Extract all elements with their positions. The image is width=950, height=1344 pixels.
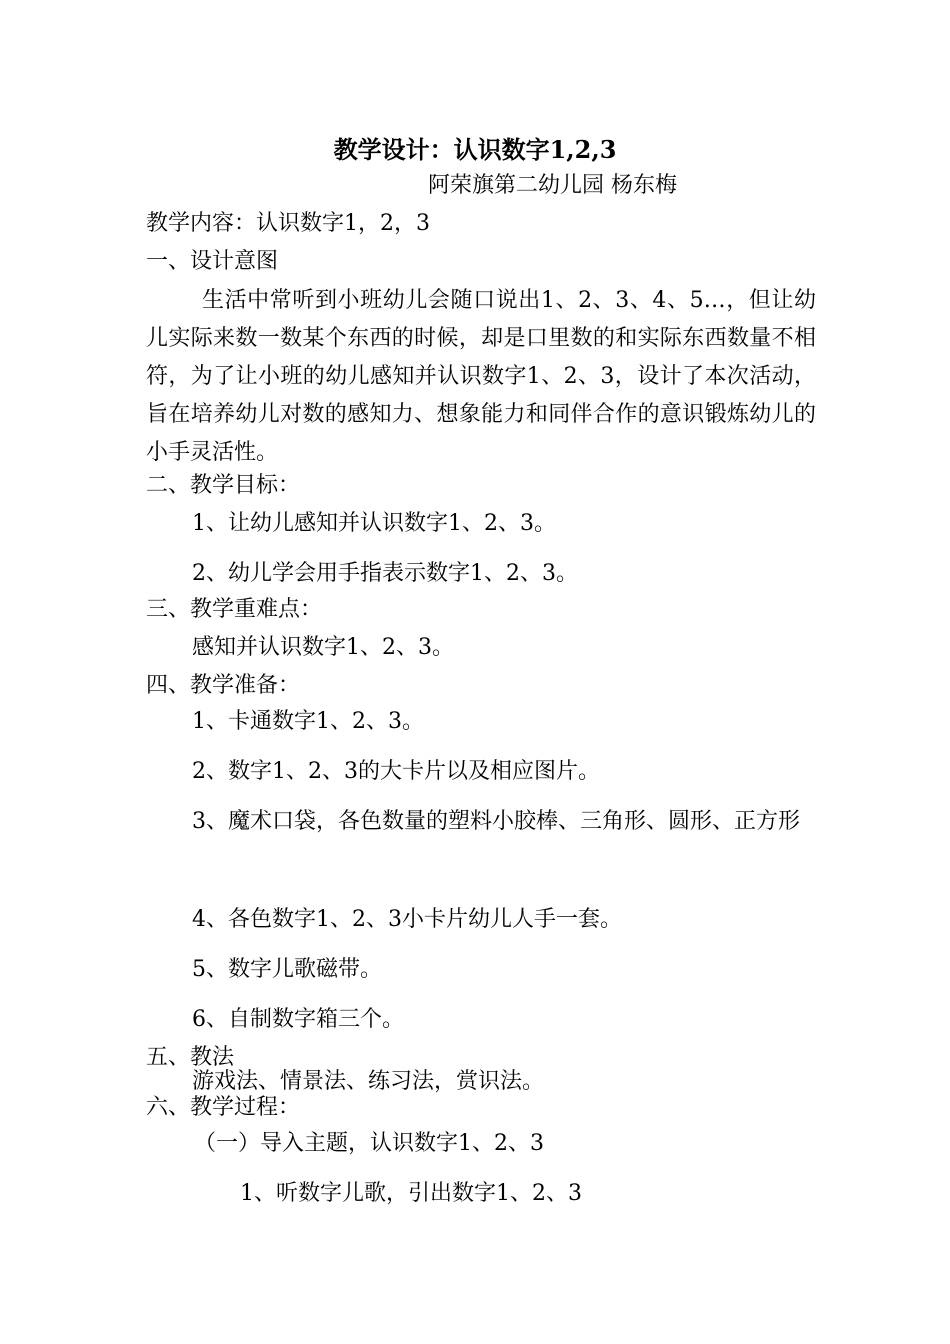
preparation-item: 6、自制数字箱三个。 <box>192 1007 404 1032</box>
methods-text: 游戏法、情景法、练习法，赏识法。 <box>192 1069 545 1094</box>
preparation-item: 4、各色数字1、2、3小卡片幼儿人手一套。 <box>192 907 622 932</box>
process-subheading: （一）导入主题，认识数字1、2、3 <box>194 1131 544 1156</box>
objective-item: 2、幼儿学会用手指表示数字1、2、3。 <box>192 561 578 586</box>
section-heading-key-points: 三、教学重难点： <box>146 597 323 622</box>
section-heading-design-intent: 一、设计意图 <box>146 249 279 274</box>
process-step: 1、听数字儿歌，引出数字1、2、3 <box>240 1181 582 1206</box>
section-heading-process: 六、教学过程： <box>146 1095 301 1120</box>
key-points-text: 感知并认识数字1、2、3。 <box>192 635 454 660</box>
author-line: 阿荣旗第二幼儿园 杨东梅 <box>428 173 677 198</box>
preparation-item: 5、数字儿歌磁带。 <box>192 957 382 982</box>
section-heading-objectives: 二、教学目标： <box>146 473 301 498</box>
preparation-item: 2、数字1、2、3的大卡片以及相应图片。 <box>192 759 600 784</box>
document-title: 教学设计：认识数字1,2,3 <box>333 135 617 164</box>
section-heading-methods: 五、教法 <box>146 1045 235 1070</box>
design-intent-paragraph: 生活中常听到小班幼儿会随口说出1、2、3、4、5…，但让幼儿实际来数一数某个东西的时候，却是口里数的和实际东西数量不相符，为了让小班的幼儿感知并认识数字1、2、3，设计了本次活动，旨在培养幼儿对数的感知力、想象能力和同伴合作的意识锻炼幼儿的小手灵活性。 <box>146 288 816 465</box>
preparation-item: 3、魔术口袋，各色数量的塑料小胶棒、三角形、圆形、正方形 <box>192 809 800 834</box>
content-line: 教学内容：认识数字1，2，3 <box>146 211 430 236</box>
section-heading-preparation: 四、教学准备： <box>146 673 301 698</box>
preparation-item: 1、卡通数字1、2、3。 <box>192 709 424 734</box>
objective-item: 1、让幼儿感知并认识数字1、2、3。 <box>192 511 556 536</box>
